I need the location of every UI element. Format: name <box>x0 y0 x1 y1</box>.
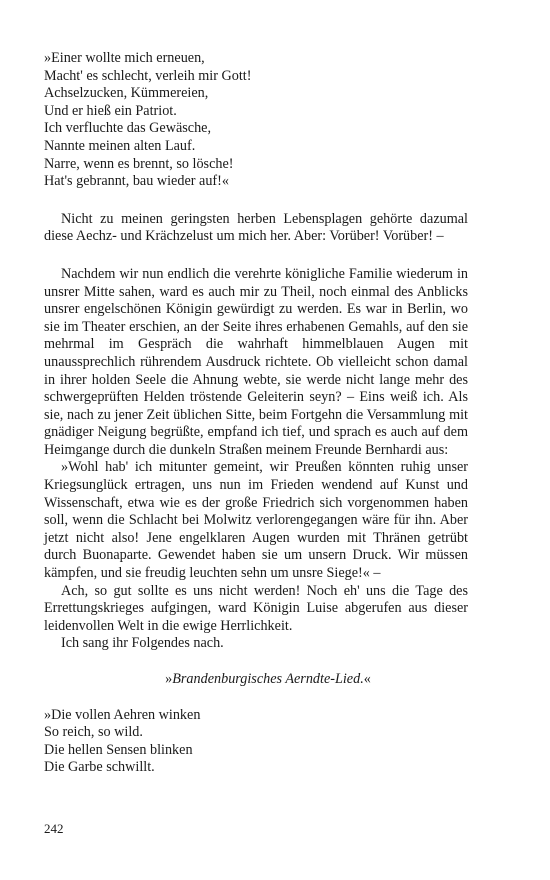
poem-line: »Die vollen Aehren winken <box>44 706 201 723</box>
page-number: 242 <box>44 821 64 836</box>
title-close-quote: « <box>363 671 371 687</box>
poem-line: »Einer wollte mich erneuen, <box>44 50 205 66</box>
poem-line: Macht' es schlecht, verleih mir Gott! <box>44 67 252 84</box>
paragraph-quote: »Wohl hab' ich mitunter gemeint, wir Preußen könnten ruhig unser Kriegsunglück ertragen, uns nun im Frieden wendend auf Kunst und Wissenschaft, etwa wie es der große Friedrich sich vorgenommen haben soll, wenn die Schlacht bei Molwitz verlorengegangen wäre für ihn. Aber jetzt nicht also! Jene engelklaren Augen wurden mit Thränen getrübt durch Buonaparte. Gewendet haben sie um unsern Druck. Wir müssen kämpfen, und sie freudig leuchten sehn um unsre Siege!« – <box>44 459 468 582</box>
poem-line: Die Garbe schwillt. <box>44 759 155 776</box>
paragraph-lebensplagen: Nicht zu meinen geringsten herben Lebensplagen gehörte dazumal diese Aechz- und Krächzelust um mich her. Aber: Vorüber! Vorüber! – <box>44 210 468 245</box>
poem-line: Nannte meinen alten Lauf. <box>44 137 196 154</box>
poem-line: Und er hieß ein Patriot. <box>44 102 177 119</box>
paragraph-folgendes: Ich sang ihr Folgendes nach. <box>61 635 224 652</box>
poem-line: Die hellen Sensen blinken <box>44 741 193 758</box>
paragraph-luise: Ach, so gut sollte es uns nicht werden! Noch eh' uns die Tage des Errettungskrieges aufgingen, ward Königin Luise abgerufen aus dieser leidenvollen Welt in die ewige Herrlichkeit. <box>44 582 468 634</box>
title-open-quote: » <box>165 671 173 687</box>
poem-line: Ich verfluchte das Gewäsche, <box>44 120 212 137</box>
poem-stanza-2 <box>44 707 468 777</box>
poem-line: Hat's gebrannt, bau wieder auf!« <box>44 173 229 190</box>
book-page <box>44 50 468 777</box>
title-text: Brandenburgisches Aerndte-Lied. <box>172 671 364 687</box>
paragraph-koenigin: Nachdem wir nun endlich die verehrte königliche Familie wiederum in unsrer Mitte sahen, ward es auch mir zu Theil, noch einmal des Anblicks unsrer engelschönen Königin gewürdigt zu werden. Es war in Berlin, wo sie im Theater erschien, an der Seite ihres erhabenen Gemahls, auf den sie mehrmal im Gespräch die wahrhaft himmelblauen Augen mit unaussprechlich rührendem Ausdruck richtete. Ob vielleicht schon damal in ihrer holden Seele die Ahnung webte, sie werde nicht lange mehr des schwergeprüften Helden tröstende Geleiterin seyn? – Eins weiß ich. Als sie, nach zu jener Zeit üblichen Sitte, beim Fortgehn die Versammlung mit gnädiger Neigung begrüßte, empfand ich tief, und sprach es auch auf dem Heimgange durch die dunkeln Straßen meinem Freunde Bernhardi aus: <box>44 265 468 458</box>
poem-line: So reich, so wild. <box>44 724 143 741</box>
poem-line: Narre, wenn es brennt, so lösche! <box>44 155 234 172</box>
poem-line: Achselzucken, Kümmereien, <box>44 85 209 102</box>
poem-stanza-1 <box>44 50 468 191</box>
song-title <box>44 671 468 689</box>
